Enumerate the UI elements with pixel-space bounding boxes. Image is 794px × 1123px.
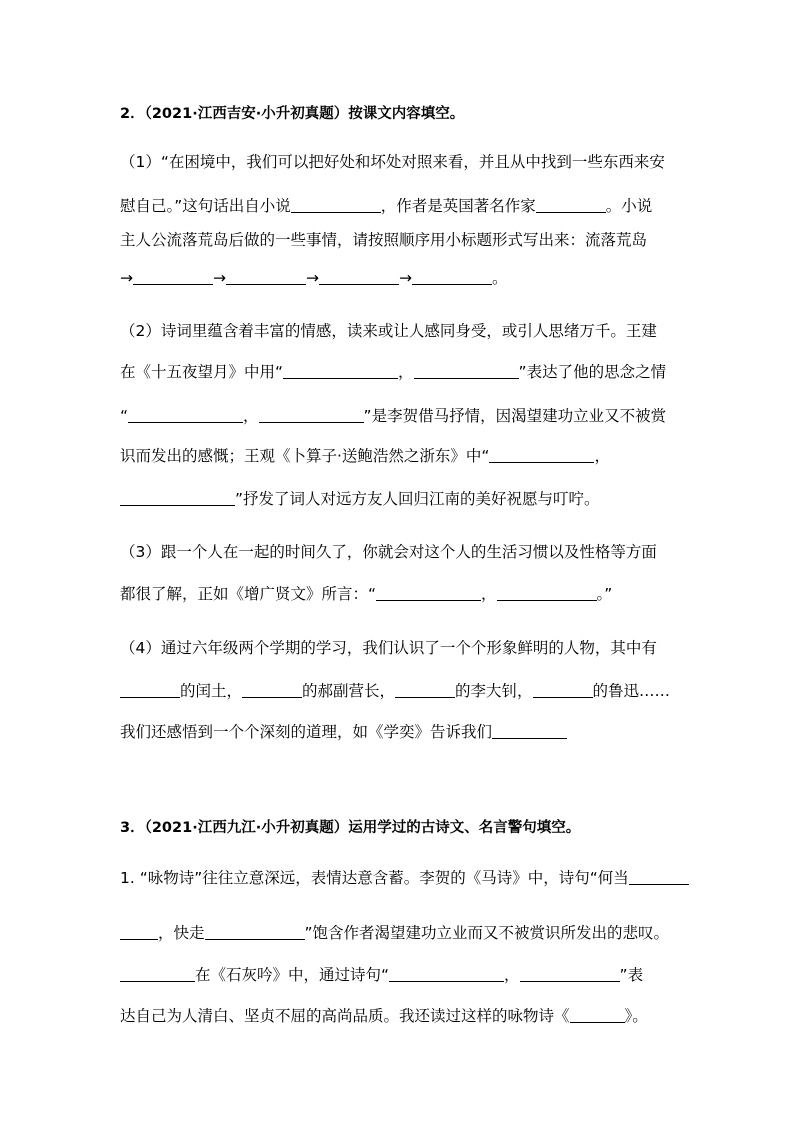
text: 的闰土，	[180, 682, 243, 700]
text: 。	[492, 269, 508, 287]
text: 识而发出的感慨；王观《卜算子·送鲍浩然之浙东》中“	[120, 447, 490, 465]
q2-part4-line2	[120, 681, 670, 701]
answer-blank[interactable]	[120, 966, 195, 982]
text: ”表	[619, 966, 644, 984]
answer-blank[interactable]	[120, 490, 235, 506]
text: ”表达了他的思念之情	[518, 363, 667, 381]
answer-blank[interactable]	[629, 869, 689, 885]
arrow: →	[399, 269, 412, 287]
answer-blank[interactable]	[520, 966, 620, 982]
question-instruction: 运用学过的古诗文、名言警句填空。	[348, 820, 581, 836]
answer-blank[interactable]	[376, 585, 481, 601]
text: 达自己为人清白、坚贞不屈的高尚品质。我还读过这样的咏物诗《	[120, 1007, 570, 1025]
answer-blank[interactable]	[283, 363, 398, 379]
arrow: →	[306, 269, 319, 287]
text: 。小说	[605, 197, 653, 215]
answer-blank[interactable]	[120, 924, 158, 940]
text: （3）跟一个人在一起的时间久了，你就会对这个人的生活习惯以及性格等方面	[120, 543, 657, 561]
q2-part4-line3	[120, 722, 567, 742]
q2-part2-line2	[120, 362, 666, 382]
answer-blank[interactable]	[133, 269, 213, 285]
text: ，快走	[158, 924, 205, 942]
text: 。”	[596, 585, 613, 603]
answer-blank[interactable]	[205, 924, 305, 940]
answer-blank[interactable]	[412, 269, 492, 285]
text: （4）通过六年级两个学期的学习，我们认识了一个个形象鲜明的人物，其中有	[120, 639, 657, 657]
answer-blank[interactable]	[120, 682, 180, 698]
q2-part2-line3	[120, 406, 666, 426]
text: ，	[481, 585, 497, 603]
text: 在《石灰吟》中，通过诗句“	[195, 966, 390, 984]
answer-blank[interactable]	[128, 407, 243, 423]
arrow: →	[120, 269, 133, 287]
text: ，	[594, 447, 610, 465]
arrow: →	[213, 269, 226, 287]
text: ，	[504, 966, 520, 984]
answer-blank[interactable]	[389, 966, 504, 982]
answer-blank[interactable]	[414, 363, 519, 379]
text: ”饱含作者渴望建功立业而又不被赏识所发出的悲叹。	[304, 924, 670, 942]
answer-blank[interactable]	[492, 723, 567, 739]
q2-part3-line1	[120, 542, 657, 562]
text: 我们还感悟到一个个深刻的道理，如《学奕》告诉我们	[120, 723, 493, 741]
answer-blank[interactable]	[291, 197, 381, 213]
answer-blank[interactable]	[533, 682, 593, 698]
q3-line4	[120, 1006, 648, 1026]
q3-line2	[120, 923, 669, 943]
text: 的李大钊，	[455, 682, 533, 700]
q2-part4-line1	[120, 638, 657, 658]
text: “	[120, 407, 129, 425]
text: 主人公流落荒岛后做的一些事情，请按照顺序用小标题形式写出来：流落荒岛	[120, 231, 648, 249]
text: 的鲁迅……	[592, 682, 671, 700]
answer-blank[interactable]	[570, 1007, 625, 1023]
text: ”抒发了词人对远方友人回归江南的美好祝愿与叮咛。	[235, 490, 600, 508]
answer-blank[interactable]	[226, 269, 306, 285]
text: 》。	[624, 1007, 648, 1025]
question-3-heading	[120, 818, 580, 838]
text: ，	[398, 363, 414, 381]
question-instruction: 按课文内容填空。	[348, 106, 465, 122]
question-2-heading	[120, 104, 464, 124]
q2-part2-line5	[120, 489, 600, 509]
answer-blank[interactable]	[497, 585, 597, 601]
question-source: （2021·江西九江·小升初真题）	[144, 820, 349, 836]
text: 的郝副营长，	[302, 682, 396, 700]
q2-part1-line1	[120, 152, 665, 172]
question-number: 2．	[120, 106, 145, 122]
q2-part3-line2	[120, 584, 612, 604]
text: 慰自己。”这句话出自小说	[120, 197, 291, 215]
q2-part2-line1	[120, 321, 657, 341]
answer-blank[interactable]	[242, 682, 302, 698]
text: ，	[243, 407, 259, 425]
q3-line1	[120, 868, 689, 888]
answer-blank[interactable]	[259, 407, 364, 423]
answer-blank[interactable]	[395, 682, 455, 698]
q2-part1-line2	[120, 196, 652, 216]
question-source: （2021·江西吉安·小升初真题）	[144, 106, 349, 122]
answer-blank[interactable]	[319, 269, 399, 285]
q2-part1-line3	[120, 230, 647, 250]
text: ”是李贺借马抒情，因渴望建功立业又不被赏	[363, 407, 667, 425]
text: （1）“在困境中，我们可以把好处和坏处对照来看，并且从中找到一些东西来安	[120, 153, 665, 171]
q3-line3	[120, 965, 643, 985]
text: 1. “咏物诗”往往立意深远，表情达意含蓄。李贺的《马诗》中，诗句“何当	[120, 869, 629, 887]
q2-part2-line4	[120, 446, 610, 466]
text: （2）诗词里蕴含着丰富的情感，读来或让人感同身受，或引人思绪万千。王建	[120, 322, 657, 340]
text: ，作者是英国著名作家	[380, 197, 536, 215]
question-number: 3．	[120, 820, 145, 836]
answer-blank[interactable]	[536, 197, 606, 213]
answer-blank[interactable]	[489, 447, 594, 463]
text: 在《十五夜望月》中用“	[120, 363, 284, 381]
text: 都很了解，正如《增广贤文》所言：“	[120, 585, 377, 603]
q2-part1-line4	[120, 268, 508, 288]
